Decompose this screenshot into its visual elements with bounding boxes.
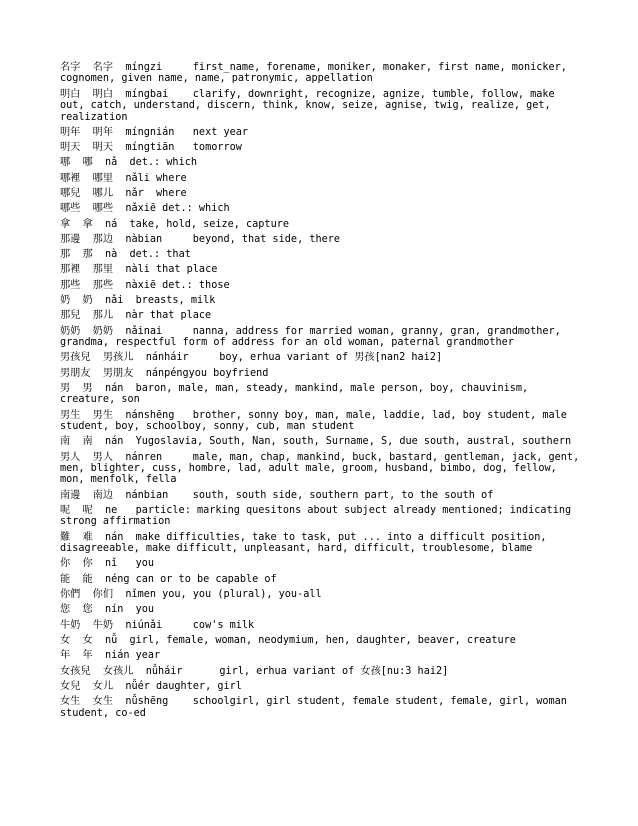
- vocab-entry: [60, 368, 580, 379]
- pinyin: nǚér: [125, 680, 150, 692]
- english-gloss: girl, female, woman, neodymium, hen, daughter, beaver, creature: [129, 634, 516, 646]
- pinyin: nánháir: [145, 352, 189, 364]
- column-gap: [123, 436, 135, 447]
- pinyin: nánshēng: [125, 409, 175, 421]
- column-gap: [70, 383, 82, 394]
- column-gap: [70, 558, 82, 569]
- column-gap: [80, 589, 92, 600]
- pinyin: nǚshēng: [125, 696, 169, 708]
- column-gap: [162, 234, 193, 245]
- column-gap: [113, 589, 125, 600]
- column-gap: [133, 666, 145, 677]
- column-gap: [80, 142, 92, 153]
- simplified-hanzi: 男生: [92, 409, 114, 421]
- simplified-hanzi: 那边: [92, 233, 114, 245]
- column-gap: [189, 352, 220, 363]
- column-gap: [133, 352, 145, 363]
- english-gloss: boyfriend: [213, 367, 269, 379]
- column-gap: [162, 452, 193, 463]
- english-gloss: year: [135, 650, 161, 662]
- column-gap: [93, 604, 105, 615]
- pinyin: nánbian: [125, 489, 169, 501]
- pinyin: nàbian: [125, 233, 163, 245]
- simplified-hanzi: 名字: [92, 62, 114, 73]
- pinyin: nǐmen: [125, 589, 156, 601]
- column-gap: [93, 650, 105, 661]
- pinyin: nǚháir: [145, 665, 183, 677]
- simplified-hanzi: 年: [82, 650, 93, 662]
- traditional-hanzi: 男: [60, 382, 71, 394]
- vocab-entry: [60, 558, 580, 569]
- vocab-entry: [60, 436, 580, 447]
- simplified-hanzi: 女: [82, 634, 93, 646]
- pinyin: nǎli: [125, 172, 150, 184]
- traditional-hanzi: 你: [60, 558, 71, 570]
- traditional-hanzi: 南邊: [60, 489, 81, 501]
- pinyin: nà: [104, 249, 118, 261]
- pinyin: nǐ: [104, 558, 118, 570]
- pinyin: néng: [104, 573, 130, 585]
- traditional-hanzi: 那兒: [60, 310, 81, 322]
- simplified-hanzi: 呢: [82, 505, 93, 517]
- english-gloss: particle: marking quesitons about subject already mentioned; indicating strong affirmation: [60, 505, 578, 528]
- traditional-hanzi: 那裡: [60, 264, 81, 276]
- english-gloss: det.: that: [129, 249, 191, 261]
- english-gloss: schoolgirl, girl student, female student, female, girl, woman student, co-ed: [60, 696, 574, 719]
- traditional-hanzi: 那些: [60, 279, 81, 291]
- vocab-entry: [60, 219, 580, 230]
- column-gap: [93, 295, 105, 306]
- traditional-hanzi: 哪裡: [60, 172, 81, 184]
- column-gap: [70, 249, 82, 260]
- column-gap: [70, 505, 82, 516]
- column-gap: [162, 620, 193, 631]
- english-gloss: tomorrow: [192, 142, 242, 154]
- pinyin: nǎxiē: [125, 203, 156, 215]
- english-gloss: girl, erhua variant of 女孩[nu:3 hai2]: [219, 665, 449, 677]
- column-gap: [113, 173, 125, 184]
- pinyin: míngtiān: [125, 142, 175, 154]
- vocabulary-document: [60, 62, 586, 723]
- english-gloss: south, south side, southern part, to the south of: [192, 489, 494, 501]
- column-gap: [117, 505, 135, 516]
- pinyin: míngzi: [125, 62, 163, 73]
- traditional-hanzi: 男朋友: [60, 367, 91, 379]
- vocab-entry: [60, 326, 580, 349]
- vocab-entry: [60, 666, 580, 677]
- english-gloss: make difficulties, take to task, put ... into a difficult position, disagreeable, make difficult, unpleasant, hard, difficult, troublesome, blame: [60, 531, 553, 555]
- simplified-hanzi: 明年: [92, 126, 114, 138]
- pinyin: nǎr: [125, 188, 144, 199]
- traditional-hanzi: 呢: [60, 505, 71, 517]
- column-gap: [117, 635, 129, 646]
- simplified-hanzi: 你: [82, 558, 93, 570]
- column-gap: [162, 326, 193, 337]
- vocab-entry: [60, 650, 580, 661]
- pinyin: míngnián: [125, 126, 175, 138]
- simplified-hanzi: 南边: [92, 489, 114, 501]
- column-gap: [162, 62, 193, 73]
- column-gap: [123, 532, 135, 543]
- column-gap: [93, 157, 105, 168]
- column-gap: [93, 558, 105, 569]
- english-gloss: det.: those: [162, 279, 230, 291]
- pinyin: nán: [104, 531, 124, 543]
- english-gloss: take, hold, seize, capture: [129, 218, 289, 230]
- simplified-hanzi: 男朋友: [102, 367, 134, 379]
- pinyin: nán: [104, 436, 124, 448]
- english-gloss: beyond, that side, there: [192, 233, 340, 245]
- simplified-hanzi: 奶: [82, 295, 93, 307]
- pinyin: niúnǎi: [125, 619, 163, 631]
- pinyin: nián: [104, 650, 130, 662]
- vocab-entry: [60, 89, 580, 123]
- pinyin: nàxiē: [125, 279, 156, 291]
- simplified-hanzi: 那些: [92, 279, 114, 291]
- traditional-hanzi: 哪些: [60, 203, 81, 215]
- column-gap: [80, 696, 92, 707]
- traditional-hanzi: 明年: [60, 126, 81, 138]
- column-gap: [113, 62, 125, 73]
- column-gap: [80, 410, 92, 421]
- pinyin: nǎinai: [125, 325, 163, 337]
- english-gloss: where: [156, 172, 187, 184]
- column-gap: [93, 505, 105, 516]
- column-gap: [117, 219, 129, 230]
- vocab-entry: [60, 188, 580, 199]
- column-gap: [168, 696, 193, 707]
- simplified-hanzi: 男孩儿: [102, 352, 134, 364]
- vocab-entry: [60, 505, 580, 528]
- column-gap: [70, 604, 82, 615]
- column-gap: [80, 490, 92, 501]
- simplified-hanzi: 男: [82, 382, 93, 394]
- english-gloss: you: [135, 604, 155, 616]
- simplified-hanzi: 哪些: [92, 203, 114, 215]
- pinyin: nàr: [125, 310, 144, 322]
- column-gap: [80, 264, 92, 275]
- column-gap: [113, 490, 125, 501]
- traditional-hanzi: 哪兒: [60, 188, 81, 199]
- english-gloss: you: [135, 558, 155, 570]
- column-gap: [80, 127, 92, 138]
- column-gap: [174, 410, 192, 421]
- column-gap: [91, 666, 103, 677]
- column-gap: [113, 681, 125, 692]
- vocab-entry: [60, 127, 580, 138]
- vocab-entry: [60, 383, 580, 406]
- column-gap: [93, 532, 105, 543]
- simplified-hanzi: 牛奶: [92, 619, 114, 631]
- english-gloss: can or to be capable of: [135, 573, 277, 585]
- traditional-hanzi: 那邊: [60, 233, 81, 245]
- english-gloss: Yugoslavia, South, Nan, south, Surname, S, due south, austral, southern: [135, 436, 572, 448]
- traditional-hanzi: 拿: [60, 218, 71, 230]
- vocab-entry: [60, 264, 580, 275]
- pinyin: nánpéngyou: [145, 367, 208, 379]
- vocab-entry: [60, 532, 580, 555]
- traditional-hanzi: 你們: [60, 589, 81, 601]
- column-gap: [70, 650, 82, 661]
- traditional-hanzi: 奶奶: [60, 325, 81, 337]
- column-gap: [70, 219, 82, 230]
- vocab-entry: [60, 310, 580, 321]
- traditional-hanzi: 女孩兒: [60, 665, 91, 677]
- column-gap: [174, 127, 192, 138]
- column-gap: [70, 532, 82, 543]
- simplified-hanzi: 奶奶: [92, 325, 114, 337]
- column-gap: [133, 368, 145, 379]
- vocab-entry: [60, 280, 580, 291]
- vocab-entry: [60, 574, 580, 585]
- english-gloss: that place: [156, 264, 218, 276]
- simplified-hanzi: 明天: [92, 142, 114, 154]
- column-gap: [80, 62, 92, 73]
- column-gap: [113, 620, 125, 631]
- column-gap: [113, 264, 125, 275]
- column-gap: [168, 490, 193, 501]
- traditional-hanzi: 名字: [60, 62, 81, 73]
- vocab-entry: [60, 295, 580, 306]
- column-gap: [113, 127, 125, 138]
- vocab-entry: [60, 352, 580, 363]
- simplified-hanzi: 您: [82, 604, 93, 616]
- vocab-entry: [60, 589, 580, 600]
- vocab-entry: [60, 696, 580, 719]
- simplified-hanzi: 拿: [82, 218, 93, 230]
- simplified-hanzi: 南: [82, 436, 93, 448]
- column-gap: [123, 604, 135, 615]
- column-gap: [113, 234, 125, 245]
- column-gap: [113, 696, 125, 707]
- simplified-hanzi: 男人: [92, 451, 114, 463]
- column-gap: [93, 219, 105, 230]
- simplified-hanzi: 女生: [92, 696, 114, 708]
- english-gloss: you, you (plural), you-all: [162, 589, 322, 601]
- vocab-entry: [60, 490, 580, 501]
- english-gloss: clarify, downright, recognize, agnize, tumble, follow, make out, catch, understand, discern, think, know, seize, agnise, twig, realize, get, realization: [60, 88, 561, 123]
- column-gap: [80, 620, 92, 631]
- column-gap: [113, 203, 125, 214]
- simplified-hanzi: 那里: [92, 264, 114, 276]
- column-gap: [91, 368, 103, 379]
- pinyin: míngbai: [125, 88, 169, 100]
- column-gap: [113, 142, 125, 153]
- traditional-hanzi: 奶: [60, 295, 71, 307]
- column-gap: [70, 635, 82, 646]
- pinyin: nàli: [125, 264, 150, 276]
- vocab-entry: [60, 157, 580, 168]
- column-gap: [70, 574, 82, 585]
- english-gloss: daughter, girl: [156, 680, 242, 692]
- column-gap: [117, 249, 129, 260]
- pinyin: nǎi: [104, 295, 124, 307]
- traditional-hanzi: 年: [60, 650, 71, 662]
- english-gloss: where: [156, 188, 187, 199]
- traditional-hanzi: 女生: [60, 696, 81, 708]
- vocab-entry: [60, 604, 580, 615]
- column-gap: [113, 310, 125, 321]
- vocab-entry: [60, 234, 580, 245]
- english-gloss: brother, sonny boy, man, male, laddie, lad, boy student, male student, boy, schoolboy, sonny, cub, man student: [60, 409, 574, 433]
- traditional-hanzi: 牛奶: [60, 619, 81, 631]
- traditional-hanzi: 男生: [60, 409, 81, 421]
- column-gap: [93, 436, 105, 447]
- english-gloss: boy, erhua variant of 男孩[nan2 hai2]: [219, 352, 443, 364]
- english-gloss: nanna, address for married woman, granny, gran, grandmother, grandma, respectful form of address for an old woman, paternal grandmother: [60, 325, 567, 349]
- traditional-hanzi: 能: [60, 573, 71, 585]
- pinyin: nán: [104, 382, 124, 394]
- column-gap: [123, 383, 135, 394]
- column-gap: [93, 249, 105, 260]
- vocab-entry: [60, 62, 580, 85]
- pinyin: ná: [104, 218, 118, 230]
- column-gap: [117, 157, 129, 168]
- traditional-hanzi: 女兒: [60, 680, 81, 692]
- traditional-hanzi: 明天: [60, 142, 81, 154]
- simplified-hanzi: 哪儿: [92, 188, 114, 199]
- column-gap: [113, 326, 125, 337]
- traditional-hanzi: 難: [60, 531, 71, 543]
- english-gloss: det.: which: [162, 203, 230, 215]
- traditional-hanzi: 那: [60, 249, 71, 261]
- english-gloss: next year: [192, 126, 248, 138]
- english-gloss: male, man, chap, mankind, buck, bastard, gentleman, jack, gent, men, blighter, cuss, hombre, lad, adult male, groom, husband, bimbo, dog, fellow, mon, menfolk, fella: [60, 451, 586, 486]
- column-gap: [183, 666, 220, 677]
- english-gloss: first_name, forename, moniker, monaker, first name, monicker, cognomen, given name, name, patronymic, appellation: [60, 62, 574, 85]
- traditional-hanzi: 您: [60, 604, 71, 616]
- column-gap: [113, 410, 125, 421]
- simplified-hanzi: 那: [82, 249, 93, 261]
- column-gap: [174, 142, 192, 153]
- vocab-entry: [60, 451, 586, 486]
- pinyin: nǚ: [104, 634, 118, 646]
- simplified-hanzi: 女孩儿: [102, 665, 134, 677]
- vocab-entry: [60, 249, 580, 260]
- pinyin: nín: [104, 604, 124, 616]
- column-gap: [70, 295, 82, 306]
- column-gap: [113, 89, 125, 100]
- english-gloss: that place: [149, 310, 212, 322]
- vocab-entry: [60, 173, 580, 184]
- english-gloss: cow's milk: [192, 619, 255, 631]
- simplified-hanzi: 那儿: [92, 310, 114, 322]
- column-gap: [91, 352, 103, 363]
- vocab-entry: [60, 620, 580, 631]
- simplified-hanzi: 你们: [92, 589, 114, 601]
- english-gloss: breasts, milk: [135, 295, 216, 307]
- english-gloss: det.: which: [129, 157, 197, 169]
- vocab-entry: [60, 142, 580, 153]
- vocab-entry: [60, 635, 580, 646]
- column-gap: [80, 326, 92, 337]
- column-gap: [80, 89, 92, 100]
- column-gap: [70, 436, 82, 447]
- column-gap: [117, 558, 135, 569]
- english-gloss: baron, male, man, steady, mankind, male person, boy, chauvinism, creature, son: [60, 382, 535, 406]
- column-gap: [93, 635, 105, 646]
- simplified-hanzi: 哪: [82, 157, 93, 169]
- vocab-entry: [60, 410, 580, 433]
- traditional-hanzi: 明白: [60, 88, 81, 100]
- column-gap: [113, 188, 125, 199]
- column-gap: [80, 280, 92, 291]
- column-gap: [113, 452, 125, 463]
- simplified-hanzi: 女儿: [92, 680, 114, 692]
- traditional-hanzi: 男孩兒: [60, 352, 91, 364]
- column-gap: [80, 234, 92, 245]
- column-gap: [93, 574, 105, 585]
- column-gap: [80, 452, 92, 463]
- traditional-hanzi: 南: [60, 436, 71, 448]
- column-gap: [80, 681, 92, 692]
- simplified-hanzi: 哪里: [92, 172, 114, 184]
- traditional-hanzi: 哪: [60, 157, 71, 169]
- column-gap: [80, 310, 92, 321]
- traditional-hanzi: 女: [60, 634, 71, 646]
- simplified-hanzi: 明白: [92, 88, 114, 100]
- column-gap: [123, 295, 135, 306]
- column-gap: [93, 383, 105, 394]
- pinyin: nánren: [125, 451, 163, 463]
- traditional-hanzi: 男人: [60, 451, 81, 463]
- column-gap: [113, 280, 125, 291]
- column-gap: [70, 157, 82, 168]
- column-gap: [80, 188, 92, 199]
- simplified-hanzi: 难: [82, 531, 93, 543]
- pinyin: ne: [104, 505, 118, 517]
- column-gap: [80, 173, 92, 184]
- column-gap: [168, 89, 193, 100]
- vocab-entry: [60, 203, 580, 214]
- column-gap: [144, 188, 156, 199]
- pinyin: nǎ: [104, 157, 118, 169]
- vocab-entry: [60, 681, 580, 692]
- simplified-hanzi: 能: [82, 573, 93, 585]
- column-gap: [80, 203, 92, 214]
